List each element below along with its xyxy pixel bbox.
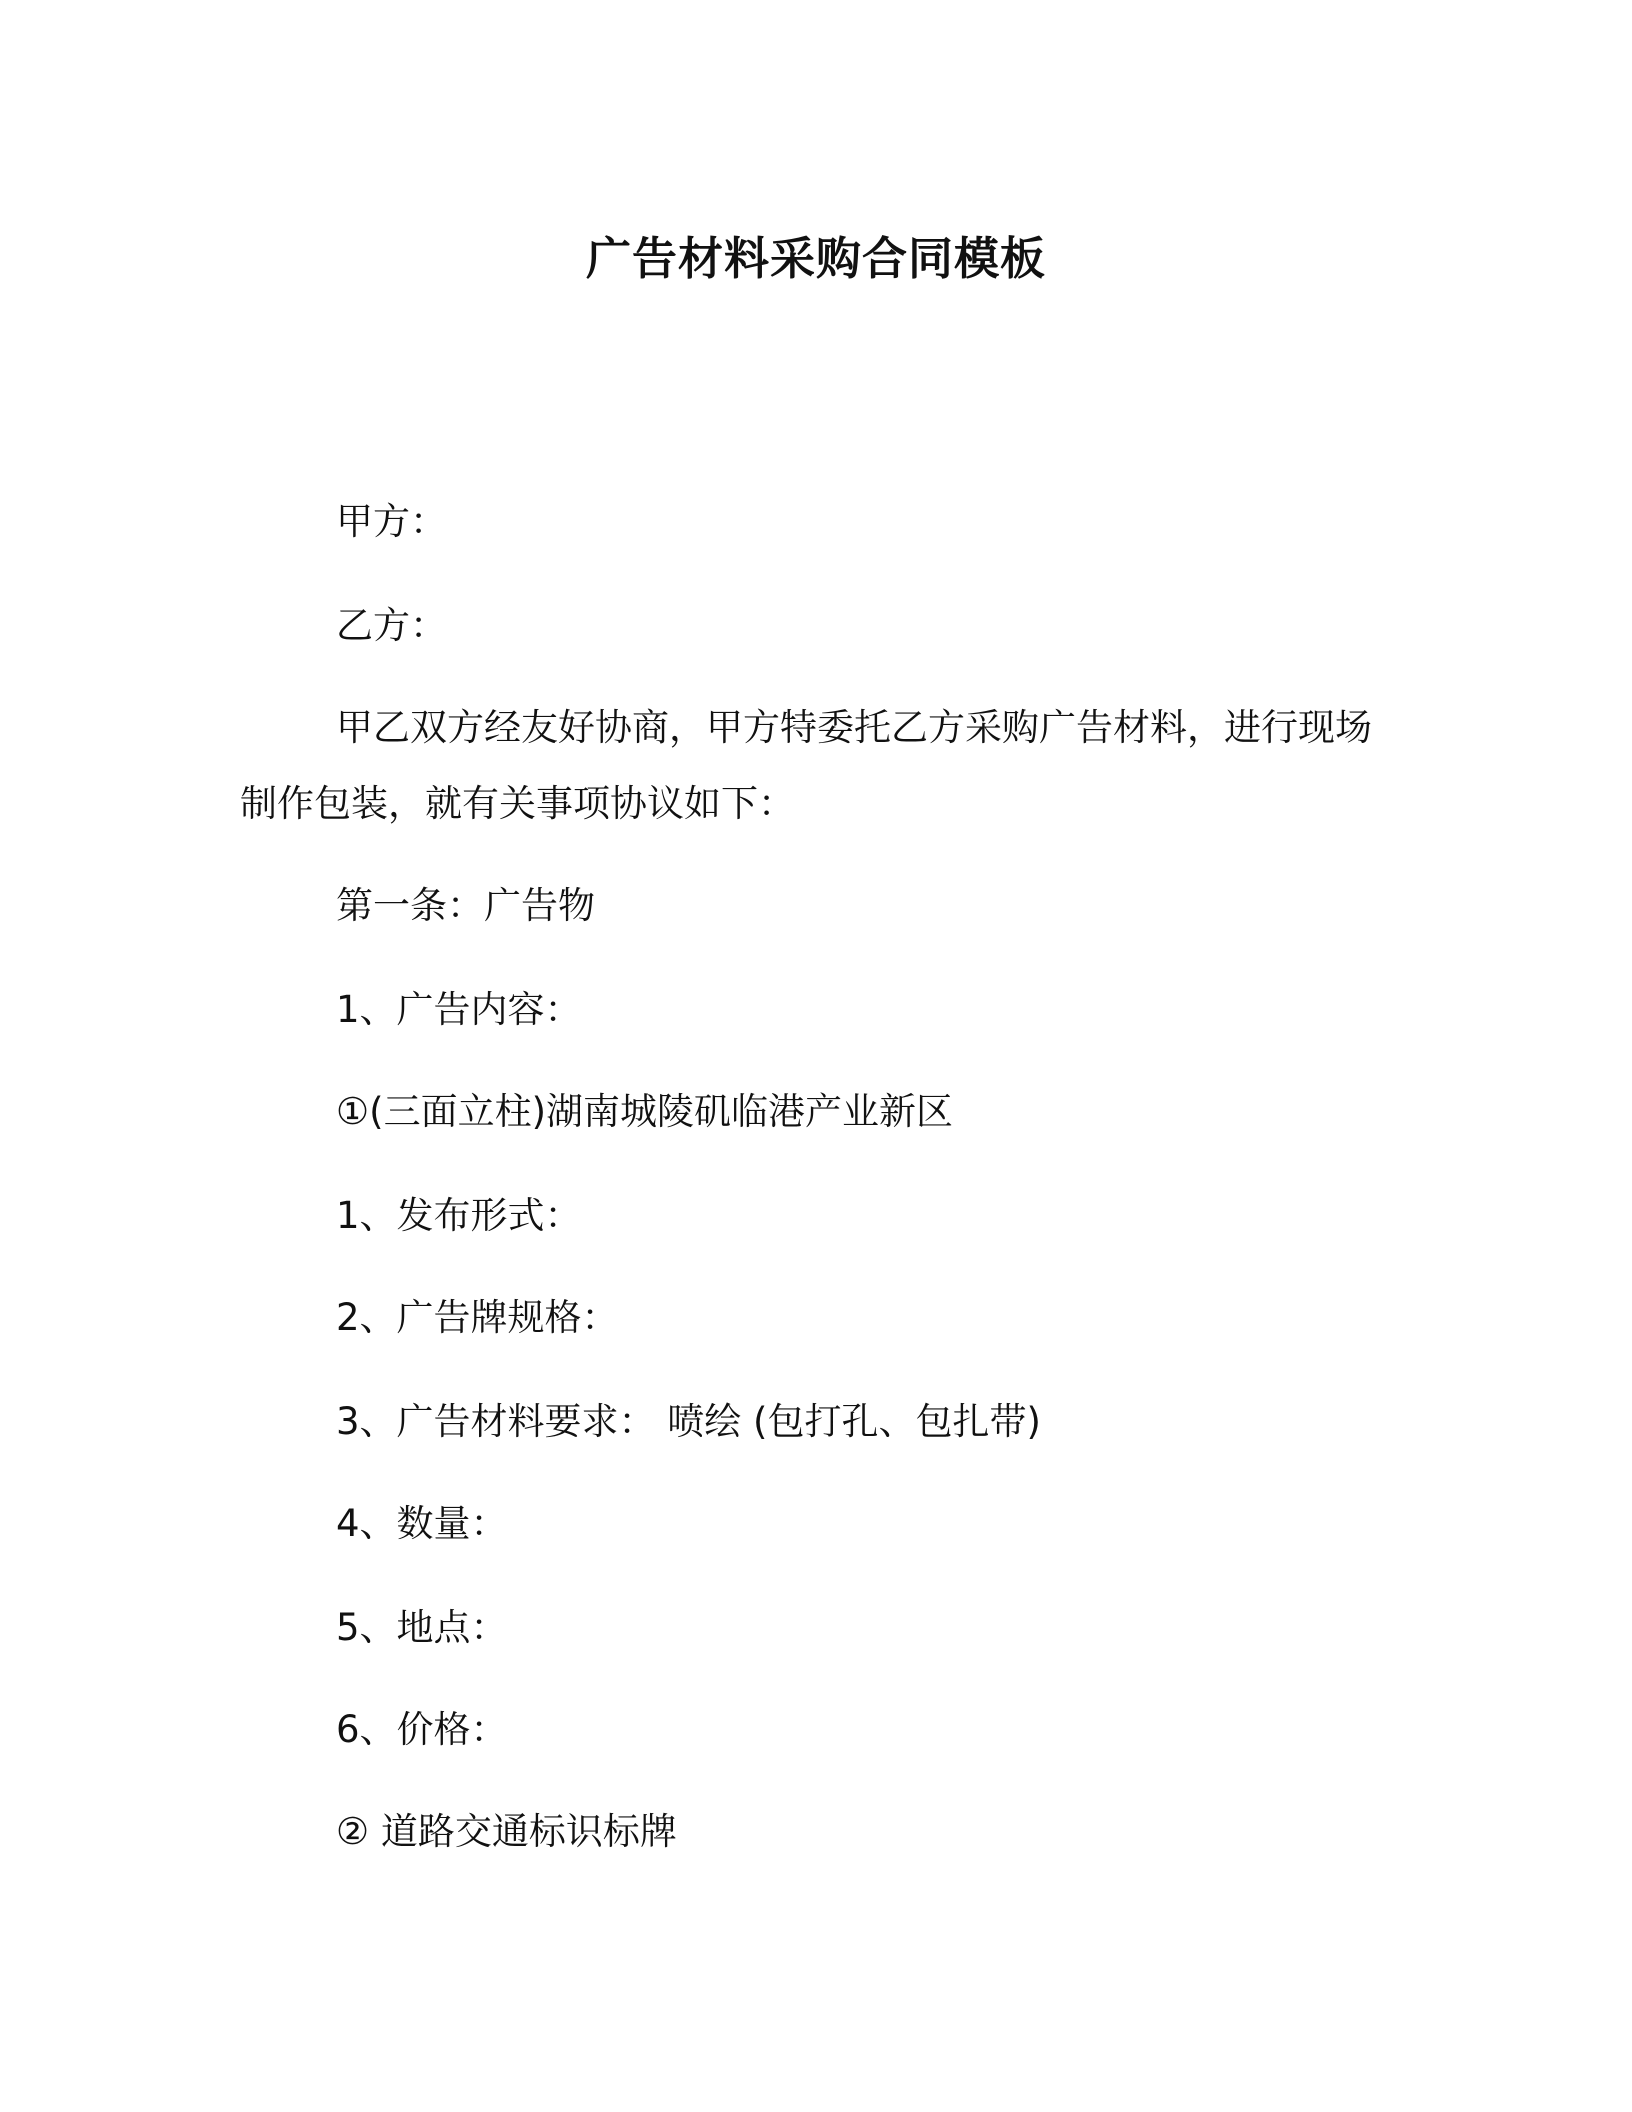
document-title: 广告材料采购合同模板 xyxy=(585,232,1046,285)
item-publish-form: 1、发布形式： xyxy=(336,1194,582,1237)
item-billboard-spec: 2、广告牌规格： xyxy=(336,1296,619,1339)
item-quantity: 4、数量： xyxy=(336,1502,508,1545)
item-location: 5、地点： xyxy=(336,1606,508,1649)
party-b-label: 乙方： xyxy=(336,604,447,647)
item-price: 6、价格： xyxy=(336,1708,508,1751)
item-circle-1: ①(三面立柱)湖南城陵矶临港产业新区 xyxy=(336,1090,954,1133)
intro-paragraph-line-1: 甲乙双方经友好协商，甲方特委托乙方采购广告材料，进行现场 xyxy=(336,706,1372,749)
item-ad-content: 1、广告内容： xyxy=(336,988,582,1031)
item-material-requirement: 3、广告材料要求： 喷绘 (包打孔、包扎带) xyxy=(336,1400,1041,1443)
item-circle-2: ② 道路交通标识标牌 xyxy=(336,1810,677,1853)
intro-paragraph-line-2: 制作包装，就有关事项协议如下： xyxy=(240,782,795,825)
article-1-heading: 第一条：广告物 xyxy=(336,884,595,927)
party-a-label: 甲方： xyxy=(336,500,447,543)
